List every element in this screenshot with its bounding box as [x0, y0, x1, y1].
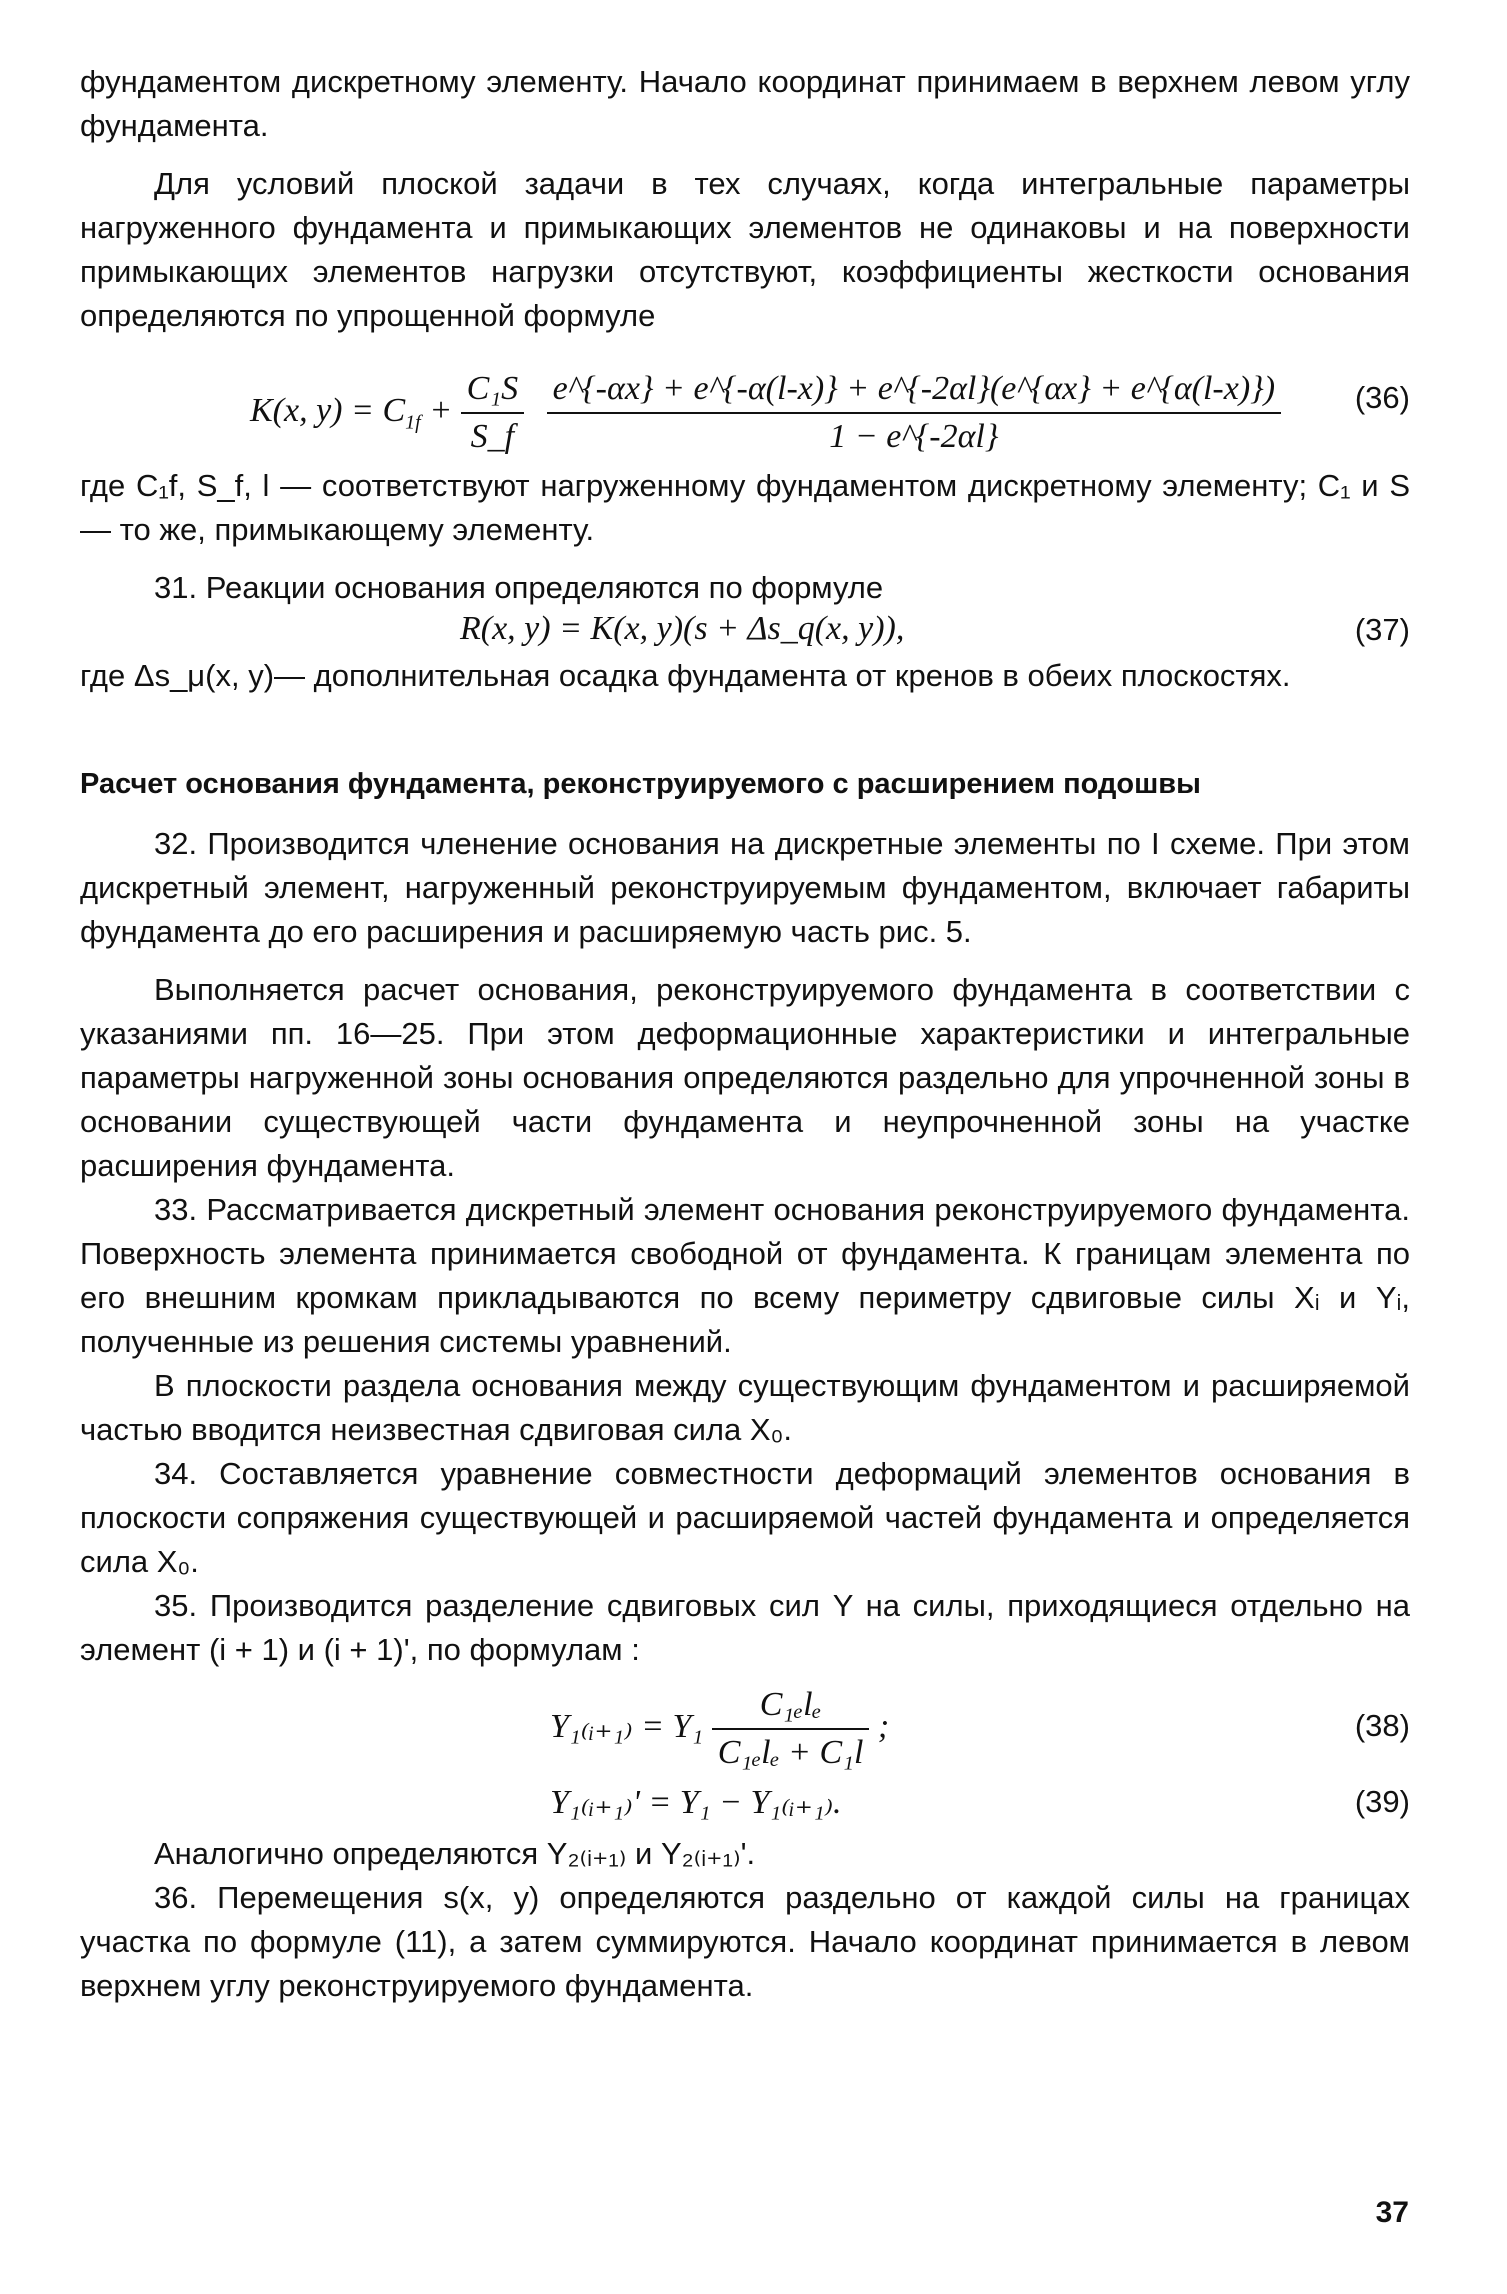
paragraph: Для условий плоской задачи в тех случаях, когда интегральные параметры нагруженного фундамента и примыкающих элементов не одинаковы и на поверхности примыкающих элементов нагрузки отсутствуют, коэффициенты жесткости основания определяются по упрощенной формуле	[80, 166, 1410, 333]
paragraph: где Δs_μ(x, y)— дополнительная осадка фундамента от кренов в обеих плоскостях.	[80, 658, 1291, 693]
eq36-frac1-numerator: C₁S	[466, 370, 519, 407]
paragraph: 33. Рассматривается дискретный элемент основания реконструируемого фундамента. Поверхность элемента принимается свободной от фундамента. К границам элемента по его внешним кромкам прикладываются по всему периметру сдвиговые силы Xᵢ и Yᵢ, полученные из решения системы уравнений.	[80, 1192, 1410, 1359]
eq36-lhs-sub: 1f	[405, 411, 421, 434]
equation-number: (39)	[1354, 1784, 1410, 1819]
equation-38	[80, 1678, 1410, 1782]
eq39-expression: Y₁₍ᵢ₊₁₎' = Y₁ − Y₁₍ᵢ₊₁₎.	[550, 1784, 842, 1821]
equation-37	[80, 610, 1410, 654]
eq36-frac2-denominator: 1 − e^{-2αl}	[547, 412, 1281, 456]
paragraph: В плоскости раздела основания между существующим фундаментом и расширяемой частью вводится неизвестная сдвиговая сила X₀.	[80, 1368, 1410, 1447]
paragraph: где C₁f, S_f, l — соответствуют нагруженному фундаментом дискретному элементу; C₁ и S — то же, примыкающему элементу.	[80, 468, 1410, 547]
eq38-numerator: C₁ₑlₑ	[759, 1686, 822, 1723]
paragraph: 36. Перемещения s(x, y) определяются раздельно от каждой силы на границах участка по формуле (11), а затем суммируются. Начало координат принимается в левом верхнем углу реконструируемого фундамента.	[80, 1880, 1410, 2003]
equation-36	[80, 352, 1410, 464]
page-number: 37	[1375, 2196, 1409, 2229]
paragraph: Аналогично определяются Y₂₍ᵢ₊₁₎ и Y₂₍ᵢ₊₁₎'.	[154, 1836, 756, 1871]
eq36-plus: +	[429, 391, 453, 429]
paragraph: 32. Производится членение основания на дискретные элементы по I схеме. При этом дискретный элемент, нагруженный реконструируемым фундаментом, включает габариты фундамента до его расширения и расширяемую часть рис. 5.	[80, 826, 1410, 949]
eq38-lhs: Y₁₍ᵢ₊₁₎ = Y₁	[550, 1707, 704, 1745]
eq38-tail: ;	[877, 1707, 890, 1745]
eq38-denominator: C₁ₑlₑ + C₁l	[712, 1728, 870, 1772]
paragraph: фундаментом дискретному элементу. Начало координат принимаем в верхнем левом углу фундамента.	[80, 64, 1410, 143]
section-heading: Расчет основания фундамента, реконструируемого с расширением подошвы	[80, 768, 1201, 800]
equation-number: (36)	[1354, 380, 1410, 415]
eq36-frac1-denominator: S_f	[461, 412, 525, 456]
paragraph: 34. Составляется уравнение совместности деформаций элементов основания в плоскости сопряжения существующей и расширяемой частей фундамента и определяется сила X₀.	[80, 1456, 1410, 1579]
equation-39	[80, 1782, 1410, 1832]
eq37-expression: R(x, y) = K(x, y)(s + Δs_q(x, y)),	[460, 610, 905, 647]
page-body	[80, 60, 1410, 2008]
paragraph: Выполняется расчет основания, реконструируемого фундамента в соответствии с указаниями пп. 16—25. При этом деформационные характеристики и интегральные параметры нагруженной зоны основания определяются раздельно для упрочненной зоны в основании существующей части фундамента и неупрочненной зоны на участке расширения фундамента.	[80, 972, 1410, 1183]
equation-number: (37)	[1354, 612, 1410, 647]
paragraph: 31. Реакции основания определяются по формуле	[154, 570, 884, 605]
equation-number: (38)	[1354, 1708, 1410, 1743]
paragraph: 35. Производится разделение сдвиговых сил Y на силы, приходящиеся отдельно на элемент (i + 1) и (i + 1)', по формулам :	[80, 1588, 1410, 1667]
eq36-frac2-numerator: e^{-αx} + e^{-α(l-x)} + e^{-2αl}(e^{αx} + e^{α(l-x)})	[552, 370, 1276, 407]
eq36-lhs: K(x, y) = C	[250, 391, 406, 429]
